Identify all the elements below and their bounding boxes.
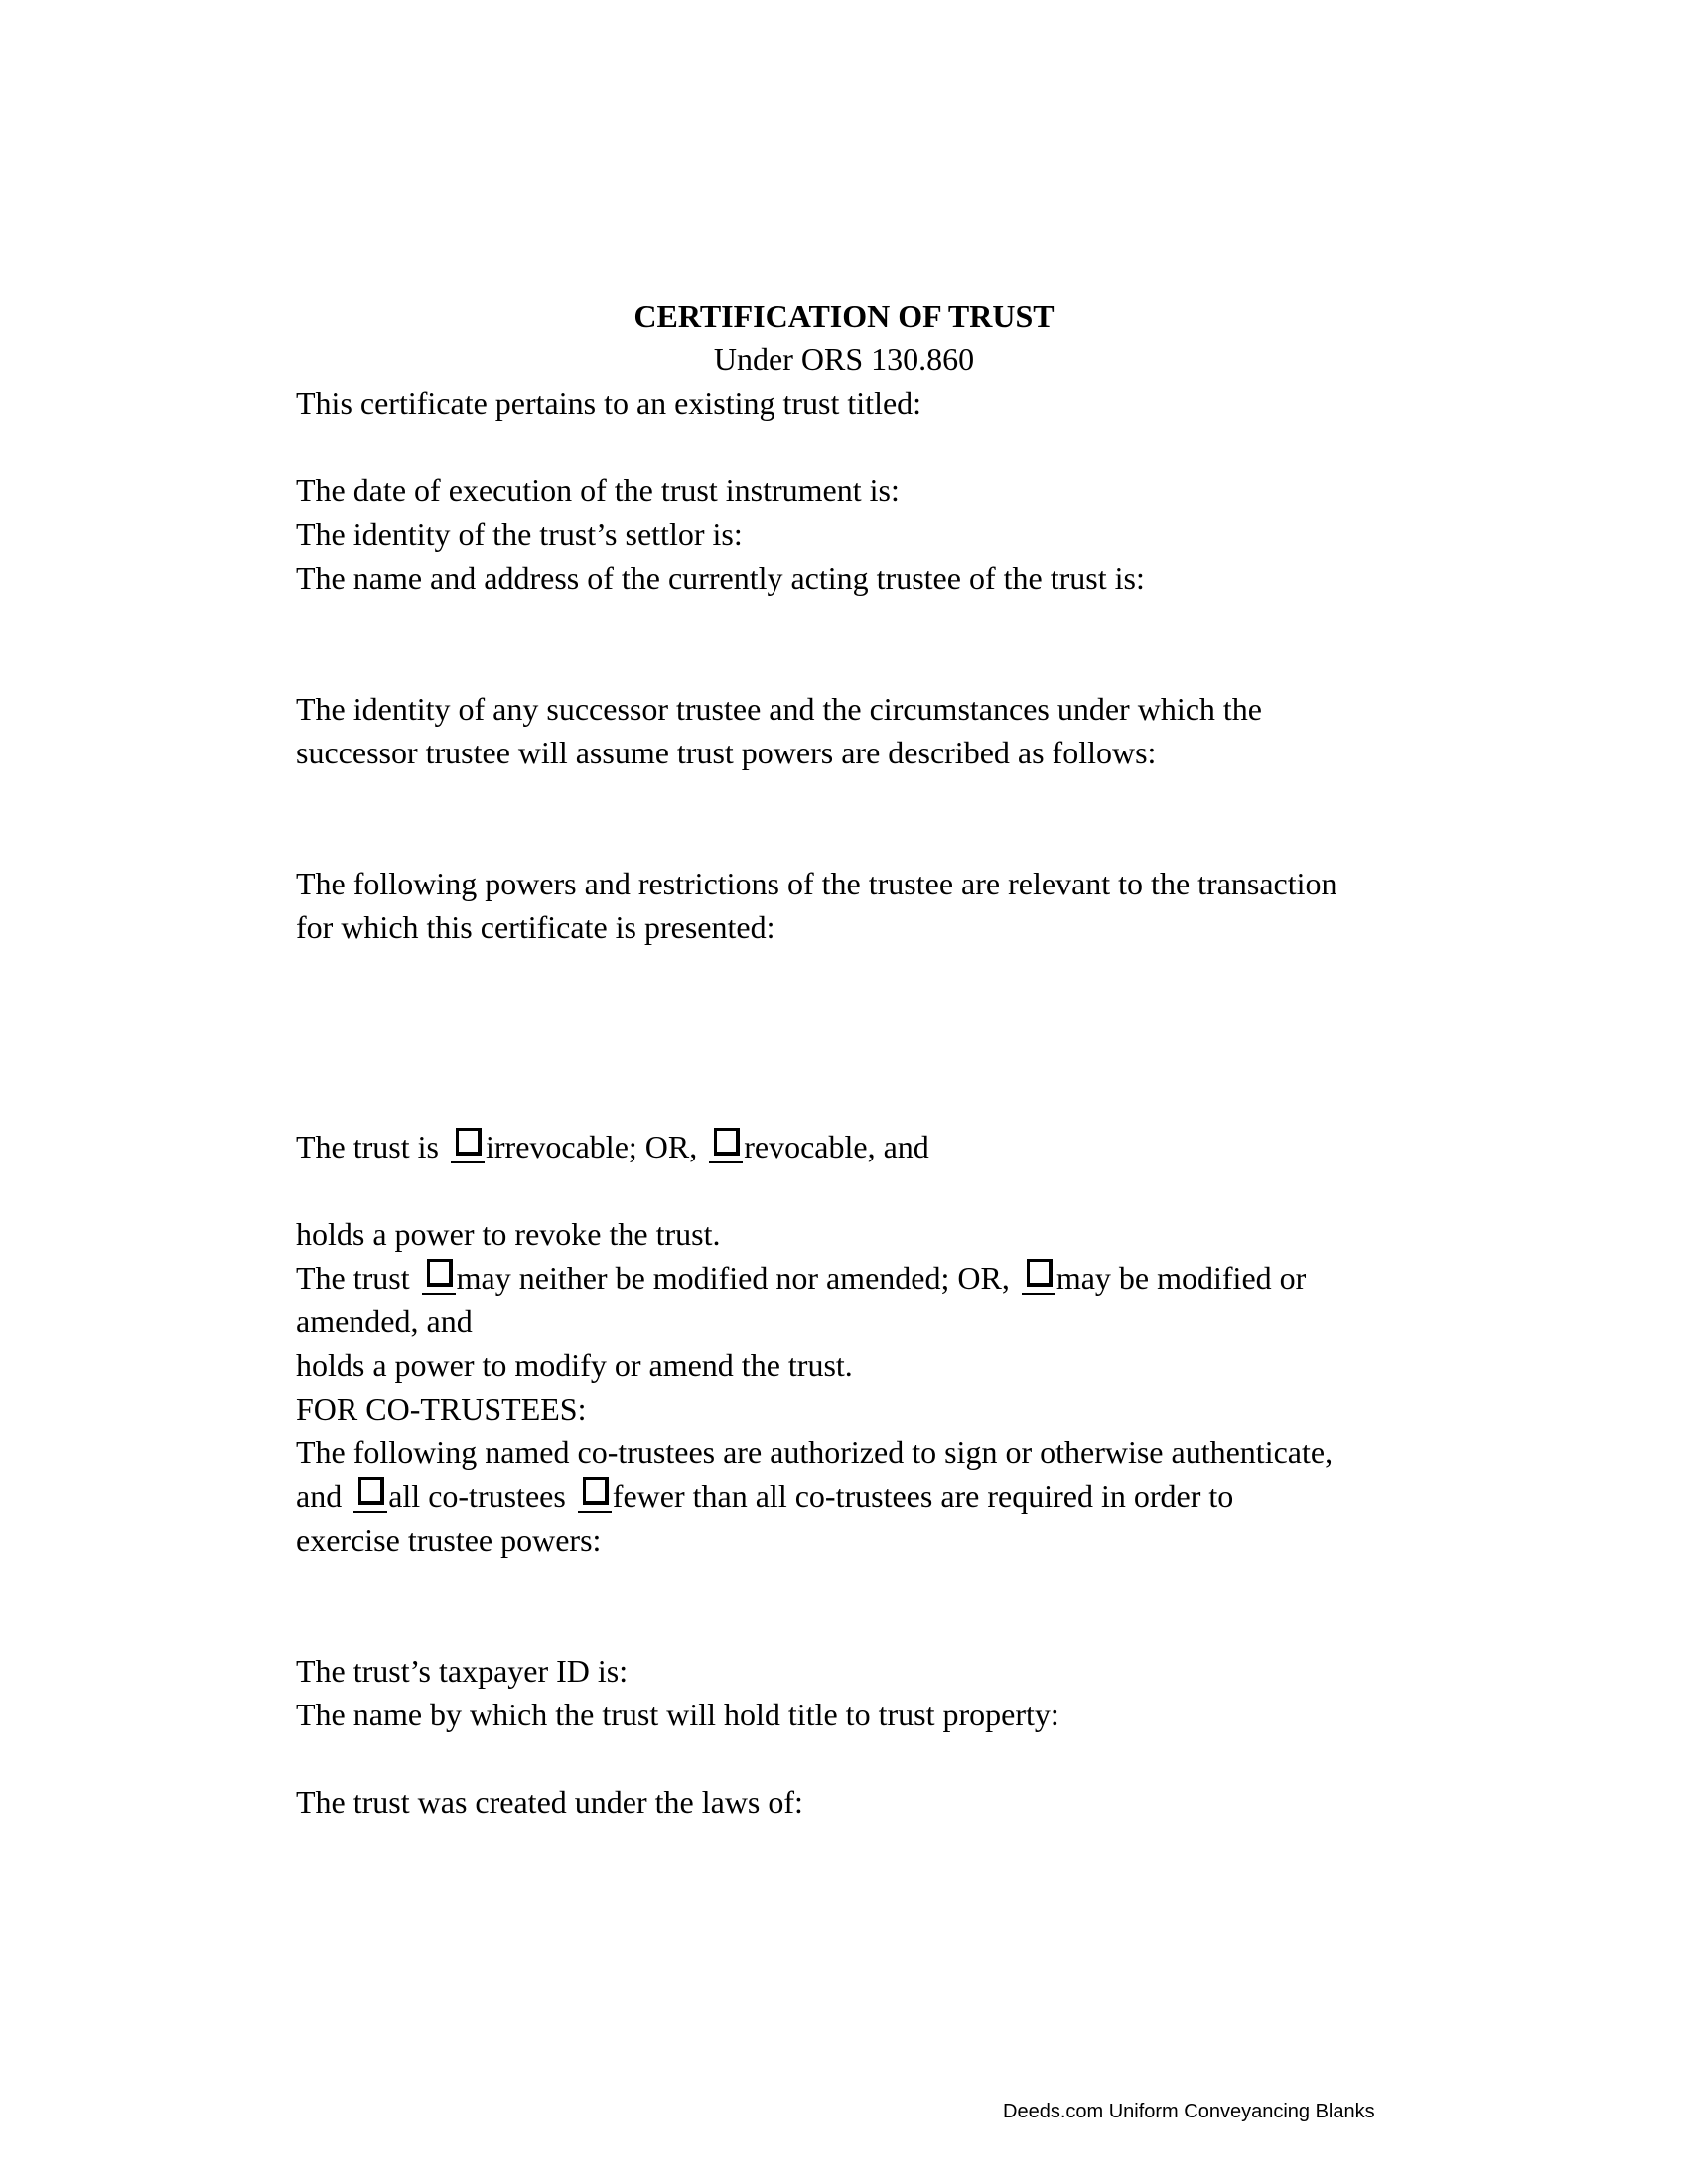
revoke-power-line: holds a power to revoke the trust. [296, 1216, 721, 1252]
co-trustees-line-2 [296, 1474, 1233, 1518]
powers-line-2: for which this certificate is presented: [296, 909, 775, 945]
successor-line-1: The identity of any successor trustee and the circumstances under which the [296, 691, 1262, 727]
footer-text: Deeds.com Uniform Conveyancing Blanks [1003, 2101, 1375, 2122]
modify-power-line: holds a power to modify or amend the trust. [296, 1347, 853, 1383]
document-subtitle: Under ORS 130.860 [713, 341, 975, 377]
successor-line-2: successor trustee will assume trust powers are described as follows: [296, 735, 1157, 770]
document-title: CERTIFICATION OF TRUST [633, 298, 1055, 334]
checkbox-icon[interactable] [709, 1126, 743, 1163]
checkbox-icon[interactable] [422, 1257, 456, 1295]
co-trustees-prefix: and [296, 1478, 343, 1514]
irrevocable-option-label: irrevocable; OR, [485, 1129, 698, 1164]
powers-line-1: The following powers and restrictions of the trustee are relevant to the transaction [296, 866, 1337, 901]
checkbox-icon[interactable] [451, 1126, 485, 1163]
acting-trustee-line: The name and address of the currently acting trustee of the trust is: [296, 560, 1145, 596]
checkbox-icon[interactable] [1022, 1257, 1055, 1295]
revocability-prefix: The trust is [296, 1129, 439, 1164]
taxpayer-id-line: The trust’s taxpayer ID is: [296, 1653, 629, 1689]
fewer-co-trustees-option-label: fewer than all co-trustees are required in order to [612, 1478, 1234, 1514]
co-trustees-line-1: The following named co-trustees are authorized to sign or otherwise authenticate, [296, 1434, 1334, 1470]
all-co-trustees-option-label: all co-trustees [388, 1478, 566, 1514]
not-modifiable-option-label: may neither be modified nor amended; OR, [456, 1260, 1010, 1296]
revocable-option-label: revocable, and [744, 1129, 929, 1164]
checkbox-icon[interactable] [578, 1475, 612, 1513]
modifiable-option-label: may be modified or [1055, 1260, 1307, 1296]
co-trustees-line-3: exercise trustee powers: [296, 1522, 602, 1558]
modification-prefix: The trust [296, 1260, 410, 1296]
modification-line [296, 1256, 1306, 1299]
amended-and-line: amended, and [296, 1303, 473, 1339]
settlor-line: The identity of the trust’s settlor is: [296, 516, 743, 552]
co-trustees-heading: FOR CO-TRUSTEES: [296, 1391, 587, 1427]
execution-date-line: The date of execution of the trust instrument is: [296, 473, 900, 508]
hold-title-line: The name by which the trust will hold title to trust property: [296, 1697, 1059, 1732]
checkbox-icon[interactable] [353, 1475, 387, 1513]
revocability-line [296, 1125, 929, 1168]
laws-of-line: The trust was created under the laws of: [296, 1784, 803, 1820]
trust-titled-line: This certificate pertains to an existing trust titled: [296, 385, 922, 421]
